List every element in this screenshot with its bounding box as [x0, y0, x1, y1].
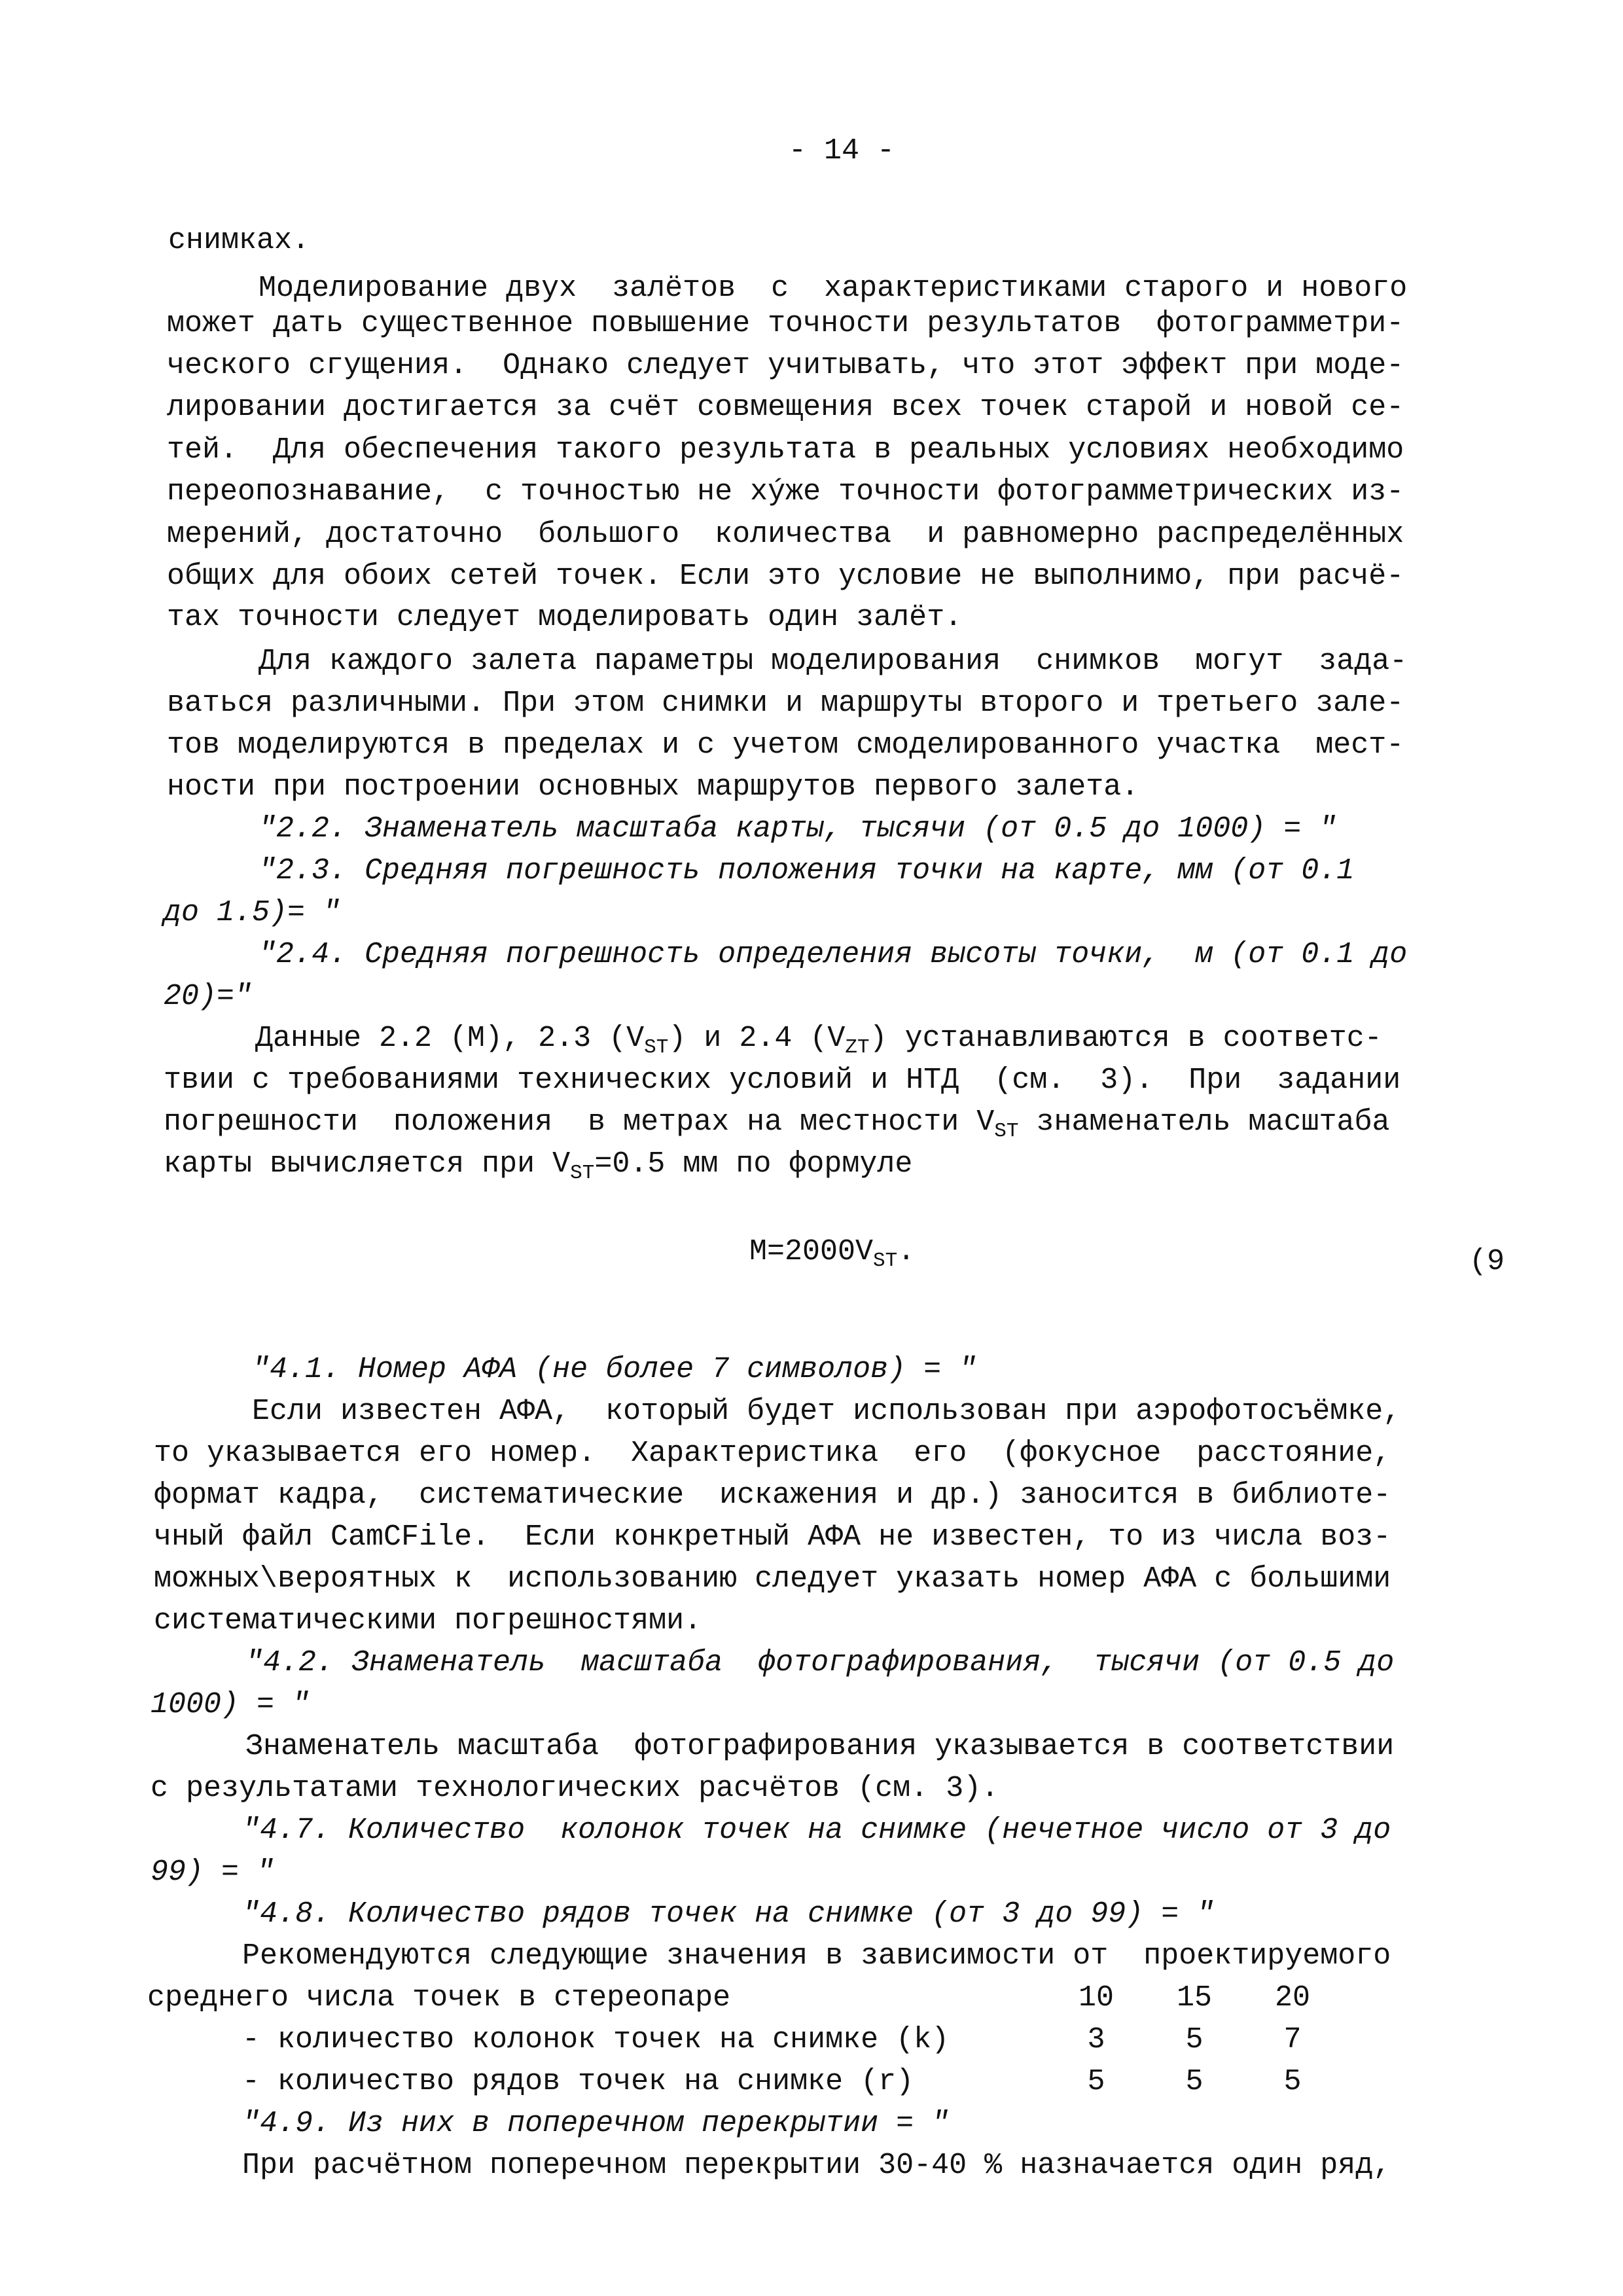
text-line: Моделирование двух залётов с характеристиками старого и нового	[259, 272, 1408, 305]
text-line: можных\вероятных к использованию следует указать номер АФА с большими	[154, 1562, 1391, 1596]
table-cell: 7	[1283, 2023, 1302, 2056]
table-header-cell: 15	[1176, 1981, 1212, 2015]
text-line: 1000) = "	[151, 1688, 310, 1721]
formula-tail: .	[897, 1235, 916, 1268]
text-run: знаменатель масштаба	[1018, 1105, 1390, 1139]
text-line: среднего числа точек в стереопаре	[147, 1981, 731, 2015]
formula-subscript: ST	[873, 1249, 898, 1272]
subscript: ST	[570, 1162, 595, 1185]
text-line: мерений, достаточно большого количества и равномерно распределённых	[167, 518, 1404, 551]
formula-main: M=2000V	[749, 1235, 874, 1268]
text-line: "4.8. Количество рядов точек на снимке (от 3 до 99) = "	[242, 1897, 1215, 1931]
formula-number: (9	[1469, 1245, 1505, 1278]
text-line: Рекомендуются следующие значения в зависимости от проектируемого	[242, 1939, 1391, 1973]
text-line: ности при построении основных маршрутов первого залета.	[167, 770, 1139, 804]
text-run: ) и 2.4 (V	[668, 1022, 846, 1055]
table-cell: 5	[1185, 2023, 1204, 2056]
table-header-cell: 20	[1274, 1981, 1310, 2015]
text-line: тей. Для обеспечения такого результата в реальных условиях необходимо	[167, 433, 1404, 467]
text-line: снимках.	[168, 224, 310, 257]
text-line	[164, 1107, 1390, 1141]
text-line: до 1.5)= "	[164, 896, 341, 929]
text-line: "2.4. Средняя погрешность определения высоты точки, м (от 0.1 до	[259, 938, 1408, 971]
text-line: тах точности следует моделировать один залёт.	[167, 601, 963, 634]
text-line: систематическими погрешностями.	[154, 1604, 702, 1638]
table-cell: 5	[1185, 2065, 1204, 2098]
text-line: "4.2. Знаменатель масштаба фотографирования, тысячи (от 0.5 до	[245, 1646, 1395, 1679]
table-cell: 3	[1087, 2023, 1105, 2056]
text-line: с результатами технологических расчётов (см. 3).	[151, 1772, 999, 1805]
text-run: ) устанавливаются в соответс-	[869, 1022, 1382, 1055]
text-line: лировании достигается за счёт совмещения всех точек старой и новой се-	[167, 391, 1404, 424]
text-line: Если известен АФА, который будет использован при аэрофотосъёмке,	[252, 1395, 1401, 1428]
text-line: твии с требованиями технических условий и НТД (см. 3). При задании	[164, 1064, 1401, 1097]
text-line: может дать существенное повышение точности результатов фотограмметри-	[167, 307, 1404, 340]
text-line: "2.3. Средняя погрешность положения точки на карте, мм (от 0.1	[259, 854, 1355, 888]
formula	[749, 1237, 915, 1271]
table-cell: 5	[1087, 2065, 1105, 2098]
table-header-cell: 10	[1078, 1981, 1114, 2015]
text-line: "2.2. Знаменатель масштаба карты, тысячи (от 0.5 до 1000) = "	[259, 812, 1337, 846]
text-line	[164, 1149, 912, 1183]
text-line	[255, 1024, 1382, 1058]
text-line: формат кадра, систематические искажения и др.) заносится в библиоте-	[154, 1479, 1391, 1512]
text-run: =0.5 мм по формуле	[594, 1147, 913, 1181]
text-line: 20)="	[164, 980, 253, 1013]
table-row-label: - количество колонок точек на снимке (k)	[242, 2023, 950, 2056]
text-line: тов моделируются в пределах и с учетом смоделированного участка мест-	[167, 728, 1404, 762]
text-line: чный файл CamCFile. Если конкретный АФА не известен, то из числа воз-	[154, 1520, 1391, 1554]
subscript: ST	[644, 1036, 669, 1059]
text-line: "4.9. Из них в поперечном перекрытии = "	[242, 2107, 950, 2140]
text-line: При расчётном поперечном перекрытии 30-40 % назначается один ряд,	[242, 2149, 1391, 2182]
table-cell: 5	[1283, 2065, 1302, 2098]
text-run: погрешности положения в метрах на местности V	[164, 1105, 995, 1139]
text-line: "4.1. Номер АФА (не более 7 символов) = "	[252, 1353, 977, 1386]
text-line: Знаменатель масштаба фотографирования указывается в соответствии	[245, 1730, 1395, 1763]
text-run: Данные 2.2 (М), 2.3 (V	[255, 1022, 645, 1055]
subscript: ST	[994, 1120, 1019, 1143]
page-number: - 14 -	[789, 134, 895, 168]
table-row-label: - количество рядов точек на снимке (r)	[242, 2065, 914, 2098]
text-line: 99) = "	[151, 1856, 275, 1889]
subscript: ZT	[845, 1036, 870, 1059]
text-line: то указывается его номер. Характеристика его (фокусное расстояние,	[154, 1437, 1391, 1470]
text-line: переопознавание, с точностью не хýже точности фотограмметрических из-	[167, 475, 1404, 509]
text-line: общих для обоих сетей точек. Если это условие не выполнимо, при расчё-	[167, 560, 1404, 593]
text-line: Для каждого залета параметры моделирования снимков могут зада-	[259, 645, 1408, 678]
text-line: "4.7. Количество колонок точек на снимке (нечетное число от 3 до	[242, 1814, 1391, 1847]
text-run: карты вычисляется при V	[164, 1147, 571, 1181]
text-line: ческого сгущения. Однако следует учитывать, что этот эффект при моде-	[167, 349, 1404, 382]
text-line: ваться различными. При этом снимки и маршруты второго и третьего зале-	[167, 687, 1404, 720]
